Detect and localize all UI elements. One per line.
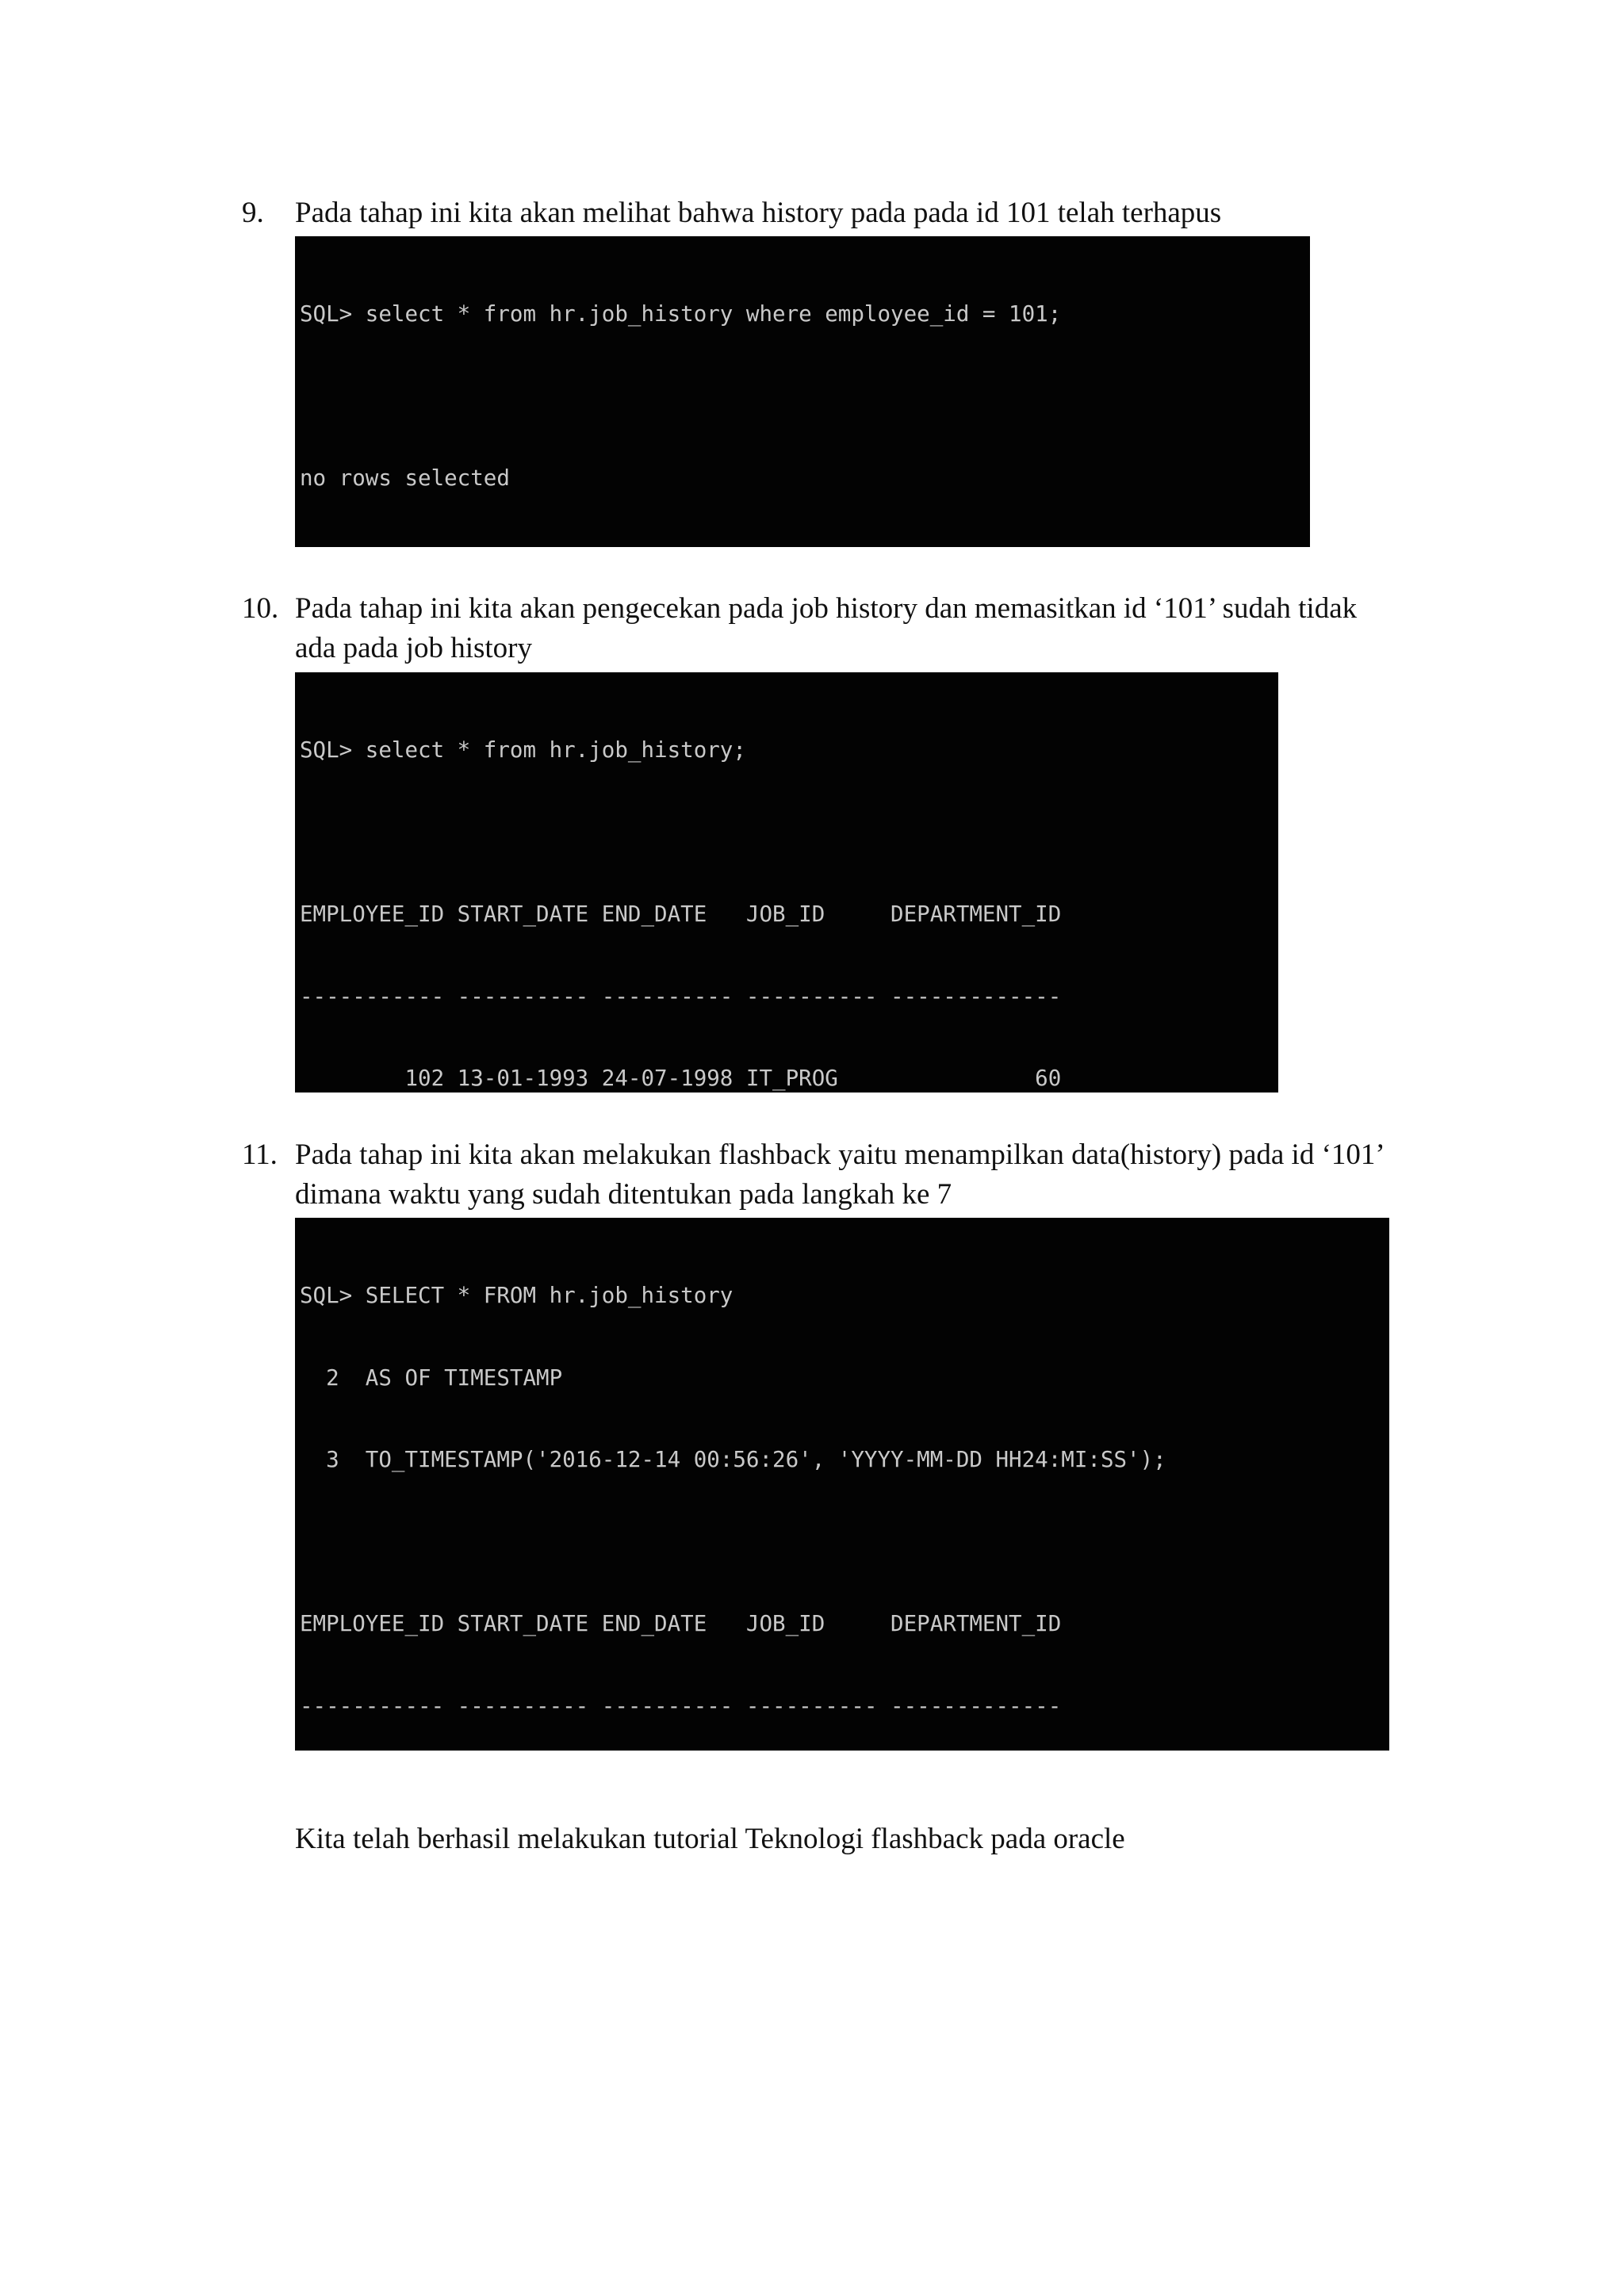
sql-query: SQL> select * from hr.job_history; [300,737,746,763]
step-10 [242,589,1431,668]
step-9-text: Pada tahap ini kita akan melihat bahwa history pada pada id 101 telah terhapus [295,197,1222,229]
table-row: 102 13-01-1993 24-07-1998 IT_PROG 60 [300,1066,1062,1091]
step-11-text-line-1: Pada tahap ini kita akan melakukan flashback yaitu menampilkan data(history) pada id ‘101’ [295,1138,1385,1171]
step-10-text-line-2: ada pada job history [295,632,532,664]
step-9-number: 9. [242,197,264,229]
terminal-screenshot-step-9 [295,236,1310,547]
terminal-screenshot-step-11 [295,1218,1389,1751]
table-separator: ----------- ---------- ---------- ---------- ------------- [300,983,1062,1009]
sql-query: SQL> select * from hr.job_history where employee_id = 101; [300,301,1062,327]
step-11-text-line-2: dimana waktu yang sudah ditentukan pada langkah ke 7 [295,1178,952,1211]
sql-query-line-3: 3 TO_TIMESTAMP('2016-12-14 00:56:26', 'YYYY-MM-DD HH24:MI:SS'); [300,1447,1166,1472]
step-11 [242,1135,1431,1215]
table-header: EMPLOYEE_ID START_DATE END_DATE JOB_ID DEPARTMENT_ID [300,1611,1062,1636]
step-10-text-line-1: Pada tahap ini kita akan pengecekan pada job history dan memasitkan id ‘101’ sudah tidak [295,592,1358,625]
table-separator: ----------- ---------- ---------- ---------- ------------- [300,1693,1062,1719]
step-10-text [295,589,1437,668]
terminal-screenshot-step-10 [295,672,1278,1093]
table-header: EMPLOYEE_ID START_DATE END_DATE JOB_ID DEPARTMENT_ID [300,901,1062,927]
step-11-text [295,1135,1437,1215]
step-11-number: 11. [242,1138,278,1171]
step-10-number: 10. [242,592,279,625]
sql-query-line-2: 2 AS OF TIMESTAMP [300,1364,563,1391]
query-result: no rows selected [300,465,510,491]
sql-query-line-1: SQL> SELECT * FROM hr.job_history [300,1283,733,1308]
conclusion-text: Kita telah berhasil melakukan tutorial Teknologi flashback pada oracle [295,1823,1125,1855]
